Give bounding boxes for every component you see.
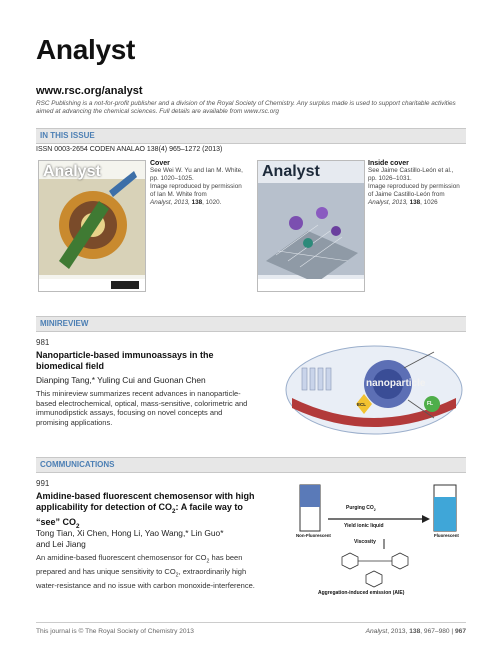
- footer-copyright: This journal is © The Royal Society of Chemistry 2013: [36, 628, 194, 635]
- section-bar-communications: [36, 457, 466, 473]
- cover-credit: [150, 167, 250, 207]
- footer-rule: [36, 622, 466, 623]
- figure-label: Fluorescent: [434, 533, 459, 538]
- section-label: COMMUNICATIONS: [40, 460, 115, 469]
- cover-credit-line: See Jaime Castillo-León et al.,: [368, 167, 454, 174]
- cover-title: Analyst: [43, 163, 101, 180]
- section-bar-in-this-issue: [36, 128, 466, 144]
- minireview-graphic: [284, 338, 464, 438]
- cover-title: Analyst: [262, 163, 320, 180]
- article-authors: Tong Tian, Xi Chen, Hong Li, Yao Wang,* Lin Guo* and Lei Jiang: [36, 528, 224, 549]
- cover-heading: Cover: [150, 160, 170, 167]
- cover-credit-line: Image reproduced by permission: [150, 183, 242, 190]
- figure-label: Viscosity: [354, 539, 376, 545]
- cover-heading: Inside cover: [368, 160, 409, 167]
- article-abstract: This minireview summarizes recent advances in nanoparticle-based electrochemical, optical, mass-sensitive, colorimetric and immunodipstick assays, focusing on novel concepts and promising applications.: [36, 389, 248, 427]
- cover-credit: [368, 167, 468, 207]
- journal-title: Analyst: [36, 34, 136, 65]
- article-authors: Dianping Tang,* Yuling Cui and Guonan Chen: [36, 375, 206, 385]
- cover-credit-line: pp. 1020–1025.: [150, 175, 194, 182]
- figure-label: nanoparticle: [366, 378, 426, 389]
- cover-citation: Analyst, 2013, 138, 1020.: [150, 199, 222, 206]
- footer-citation: Analyst, 2013, 138, 967–980 | 967: [365, 628, 466, 635]
- figure-label: Non-Fluorescent: [296, 533, 331, 538]
- article-title[interactable]: Amidine-based fluorescent chemosensor with high applicability for detection of $CO_2$: A facile way to “see” $CO_2$: [36, 491, 255, 530]
- section-label: MINIREVIEW: [40, 319, 89, 328]
- journal-url[interactable]: www.rsc.org/analyst: [36, 85, 143, 97]
- section-label: IN THIS ISSUE: [40, 131, 95, 140]
- figure-badge: FL: [427, 401, 434, 407]
- article-page-number: 981: [36, 338, 50, 347]
- inside-cover-image: [257, 160, 365, 292]
- communications-graphic: [296, 483, 466, 599]
- cover-credit-line: Image reproduced by permission: [368, 183, 460, 190]
- section-bar-minireview: [36, 316, 466, 332]
- article-title[interactable]: Nanoparticle-based immunoassays in the biomedical field: [36, 350, 214, 371]
- article-page-number: 991: [36, 479, 50, 488]
- figure-label: Purging $CO_2$: [346, 505, 376, 512]
- cover-credit-line: of Ian M. White from: [150, 191, 207, 198]
- figure-badge: ECL: [357, 402, 366, 407]
- publisher-blurb: RSC Publishing is a not-for-profit publisher and a division of the Royal Society of Chemistry. Any surplus made is used to support charitable activities aimed at advancing the chemical sciences. Full details are available from www.rsc.org: [36, 100, 456, 115]
- cover-credit-line: See Wei W. Yu and Ian M. White,: [150, 167, 243, 174]
- inside-cover-caption: [368, 160, 468, 207]
- cover-citation: Analyst, 2013, 138, 1026: [368, 199, 438, 206]
- cover-credit-line: of Jaime Castillo-León from: [368, 191, 445, 198]
- figure-label: Aggregation-induced emission (AIE): [318, 590, 405, 596]
- cover-credit-line: pp. 1026–1031.: [368, 175, 412, 182]
- issn-line: ISSN 0003-2654 CODEN ANALAO 138(4) 965–1272 (2013): [36, 146, 223, 153]
- article-abstract: An amidine-based fluorescent chemosensor for $CO_2$ has been prepared and has unique sensitivity to $CO_2$, extraordinarily high water-resistance and no issue with carbon monoxide-interference.: [36, 553, 255, 591]
- cover-caption: [150, 160, 250, 207]
- figure-label: Yield ionic liquid: [344, 523, 384, 529]
- cover-image: [38, 160, 146, 292]
